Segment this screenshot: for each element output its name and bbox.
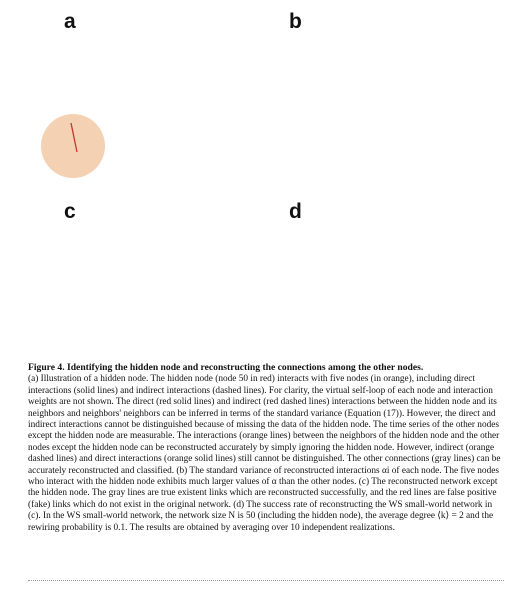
network-panel-c: [40, 198, 290, 356]
chart-panel-b: [300, 10, 520, 188]
caption-body: (a) Illustration of a hidden node. The hidden node (node 50 in red) interacts with five nodes (in orange), including direct interactions (solid lines) and indirect interactions (dashed lines). For clarity, the virtual self-loop of each node and interaction weights are not shown. The direct (red solid lines) and indirect (red dashed lines) interactions between the hidden node and its neighbors and neighbors' neighbors can be inferred in terms of the standard variance (Equation (17)). However, the direct and indirect interactions cannot be distinguished because of missing the data of the hidden node. The time series of the other nodes except the hidden node are measurable. The interactions (orange lines) between the neighbors of the hidden node and the other nodes except the hidden node can be reconstructed accurately by simply ignoring the hidden node. However, indirect (orange dashed lines) and direct interactions (orange solid lines) still cannot be distinguished. The other connections (gray lines) can be accurately reconstructed and classified. (b) The standard variance of reconstructed interactions αi of each node. The five nodes who interact with the hidden node exhibits much larger values of α than the other nodes. (c) The reconstructed network except the hidden node. The gray lines are true existent links which are reconstructed successfully, and the red lines are false positive (fake) links which do not exist in the original network. (d) The success rate of reconstructing the WS small-world network in (c). In the WS small-world network, the network size N is 50 (including the hidden node), the average degree ⟨k⟩ = 2 and the rewiring probability is 0.1. The results are obtained by averaging over 10 independent realizations.: [28, 374, 501, 533]
network-panel-a: [40, 12, 290, 190]
chart-panel-d: [300, 200, 520, 358]
network-c-svg: [40, 198, 290, 356]
network-a-svg: [40, 12, 290, 190]
caption-title: Figure 4. Identifying the hidden node and reconstructing the connections among the other nodes.: [28, 362, 424, 373]
panel-label-a: a: [64, 10, 76, 33]
figure-caption: [28, 362, 504, 534]
separator-dotted: [28, 580, 504, 581]
hidden-node-halo: [41, 114, 105, 178]
panel-label-d: d: [289, 200, 302, 223]
chart-d-svg: [300, 200, 520, 358]
panel-label-b: b: [289, 10, 302, 33]
chart-b-svg: [300, 10, 520, 188]
panel-label-c: c: [64, 200, 76, 223]
